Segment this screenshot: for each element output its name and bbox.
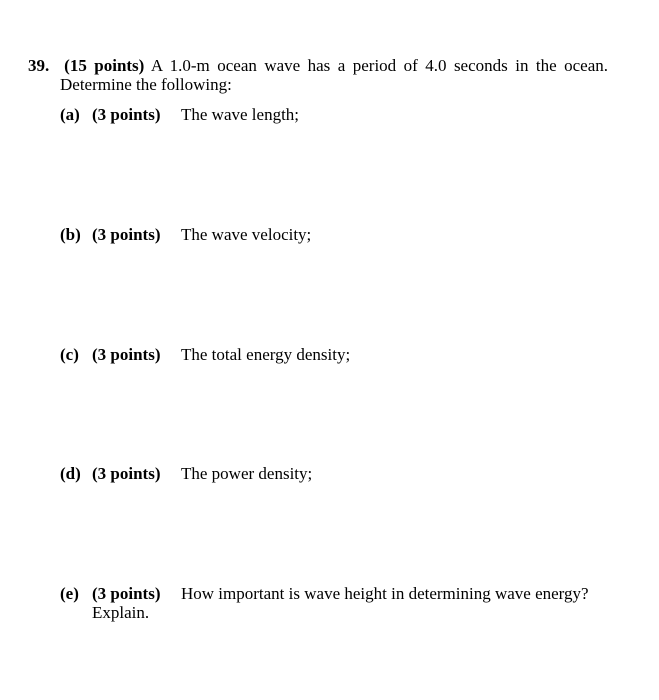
part-text: The wave length; — [181, 105, 300, 124]
part-text: How important is wave height in determining wave energy? — [181, 584, 589, 603]
question-text-continued: Determine the following: — [60, 75, 232, 94]
part-points: (3 points) — [92, 225, 161, 244]
part-text-continued: Explain. — [92, 603, 150, 622]
part-points: (3 points) — [92, 105, 161, 124]
part-label: (e) — [60, 584, 79, 603]
part-label: (c) — [60, 345, 79, 364]
question-39 — [28, 56, 608, 94]
part-points: (3 points) — [92, 584, 161, 603]
question-first-line — [28, 56, 608, 75]
question-text: A 1.0-m ocean wave has a period of 4.0 seconds in the ocean. — [150, 56, 608, 75]
part-label: (b) — [60, 225, 81, 244]
question-number: 39. — [28, 56, 50, 75]
part-points: (3 points) — [92, 345, 161, 364]
part-text: The power density; — [181, 464, 313, 483]
part-text: The wave velocity; — [181, 225, 312, 244]
question-points: (15 points) — [64, 56, 145, 75]
part-points: (3 points) — [92, 464, 161, 483]
part-text: The total energy density; — [181, 345, 351, 364]
part-label: (d) — [60, 464, 81, 483]
part-label: (a) — [60, 105, 80, 124]
